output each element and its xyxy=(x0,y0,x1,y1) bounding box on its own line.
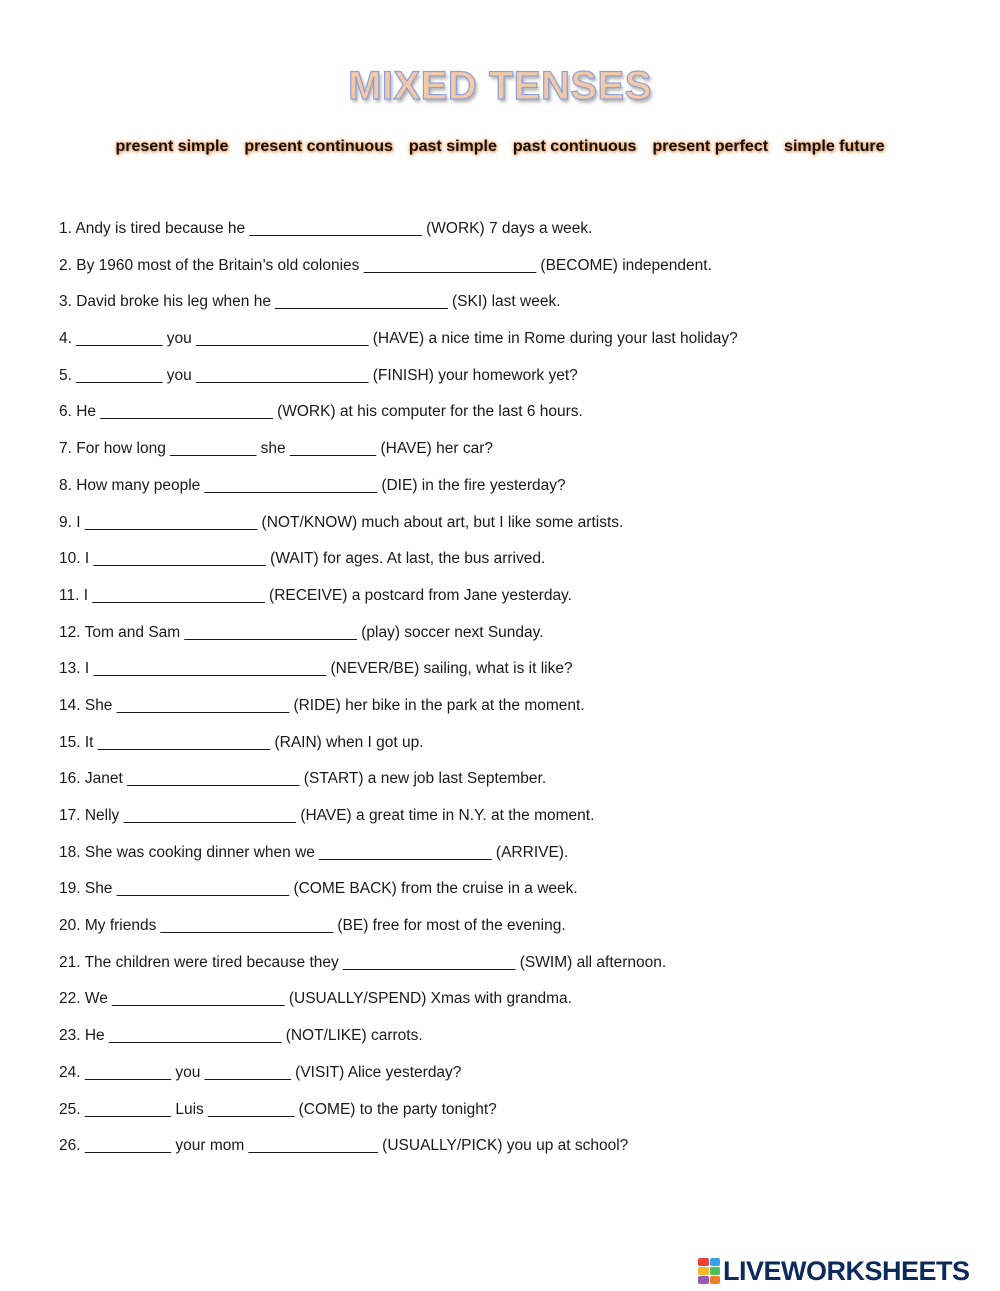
page-title: MIXED TENSES xyxy=(348,64,652,108)
tense-list xyxy=(0,138,1000,156)
tense-label: past continuous xyxy=(512,138,637,155)
question-item: 3. David broke his leg when he ____________________ (SKI) last week. xyxy=(59,293,561,311)
question-item: 26. __________ your mom _______________ (USUALLY/PICK) you up at school? xyxy=(59,1137,629,1155)
tense-label: present perfect xyxy=(652,138,769,155)
question-item: 10. I ____________________ (WAIT) for ages. At last, the bus arrived. xyxy=(59,550,546,568)
question-item: 20. My friends ____________________ (BE) free for most of the evening. xyxy=(59,917,566,935)
question-item: 12. Tom and Sam ____________________ (play) soccer next Sunday. xyxy=(59,623,544,641)
question-list xyxy=(59,219,959,1173)
question-item: 21. The children were tired because they ____________________ (SWIM) all afternoon. xyxy=(59,953,667,971)
question-item: 4. __________ you ____________________ (HAVE) a nice time in Rome during your last holiday? xyxy=(59,330,738,348)
question-item: 24. __________ you __________ (VISIT) Alice yesterday? xyxy=(59,1063,462,1081)
question-item: 8. How many people ____________________ (DIE) in the fire yesterday? xyxy=(59,476,566,494)
question-item: 11. I ____________________ (RECEIVE) a postcard from Jane yesterday. xyxy=(59,586,572,604)
tense-label: present simple xyxy=(115,138,229,155)
question-item: 13. I ___________________________ (NEVER/BE) sailing, what is it like? xyxy=(59,660,573,678)
tense-label: simple future xyxy=(784,138,885,155)
question-item: 14. She ____________________ (RIDE) her bike in the park at the moment. xyxy=(59,696,585,714)
question-item: 16. Janet ____________________ (START) a new job last September. xyxy=(59,770,547,788)
question-item: 19. She ____________________ (COME BACK) from the cruise in a week. xyxy=(59,880,578,898)
question-item: 6. He ____________________ (WORK) at his computer for the last 6 hours. xyxy=(59,403,583,421)
question-item: 5. __________ you ____________________ (FINISH) your homework yet? xyxy=(59,366,578,384)
liveworksheets-logo xyxy=(698,1256,970,1286)
question-item: 23. He ____________________ (NOT/LIKE) carrots. xyxy=(59,1027,423,1045)
logo-text: LIVEWORKSHEETS xyxy=(723,1255,970,1286)
question-item: 15. It ____________________ (RAIN) when I got up. xyxy=(59,733,424,751)
question-item: 2. By 1960 most of the Britain’s old colonies ____________________ (BECOME) independent. xyxy=(59,256,712,274)
question-item: 25. __________ Luis __________ (COME) to the party tonight? xyxy=(59,1100,497,1118)
question-item: 7. For how long __________ she __________ (HAVE) her car? xyxy=(59,440,494,458)
tense-label: present continuous xyxy=(244,138,393,155)
tense-label: past simple xyxy=(408,138,497,155)
logo-icon xyxy=(698,1258,720,1284)
question-item: 22. We ____________________ (USUALLY/SPEND) Xmas with grandma. xyxy=(59,990,572,1008)
question-item: 18. She was cooking dinner when we ____________________ (ARRIVE). xyxy=(59,843,569,861)
question-item: 17. Nelly ____________________ (HAVE) a great time in N.Y. at the moment. xyxy=(59,807,595,824)
question-item: 9. I ____________________ (NOT/KNOW) much about art, but I like some artists. xyxy=(59,513,624,531)
question-item: 1. Andy is tired because he ____________________ (WORK) 7 days a week. xyxy=(59,220,593,237)
